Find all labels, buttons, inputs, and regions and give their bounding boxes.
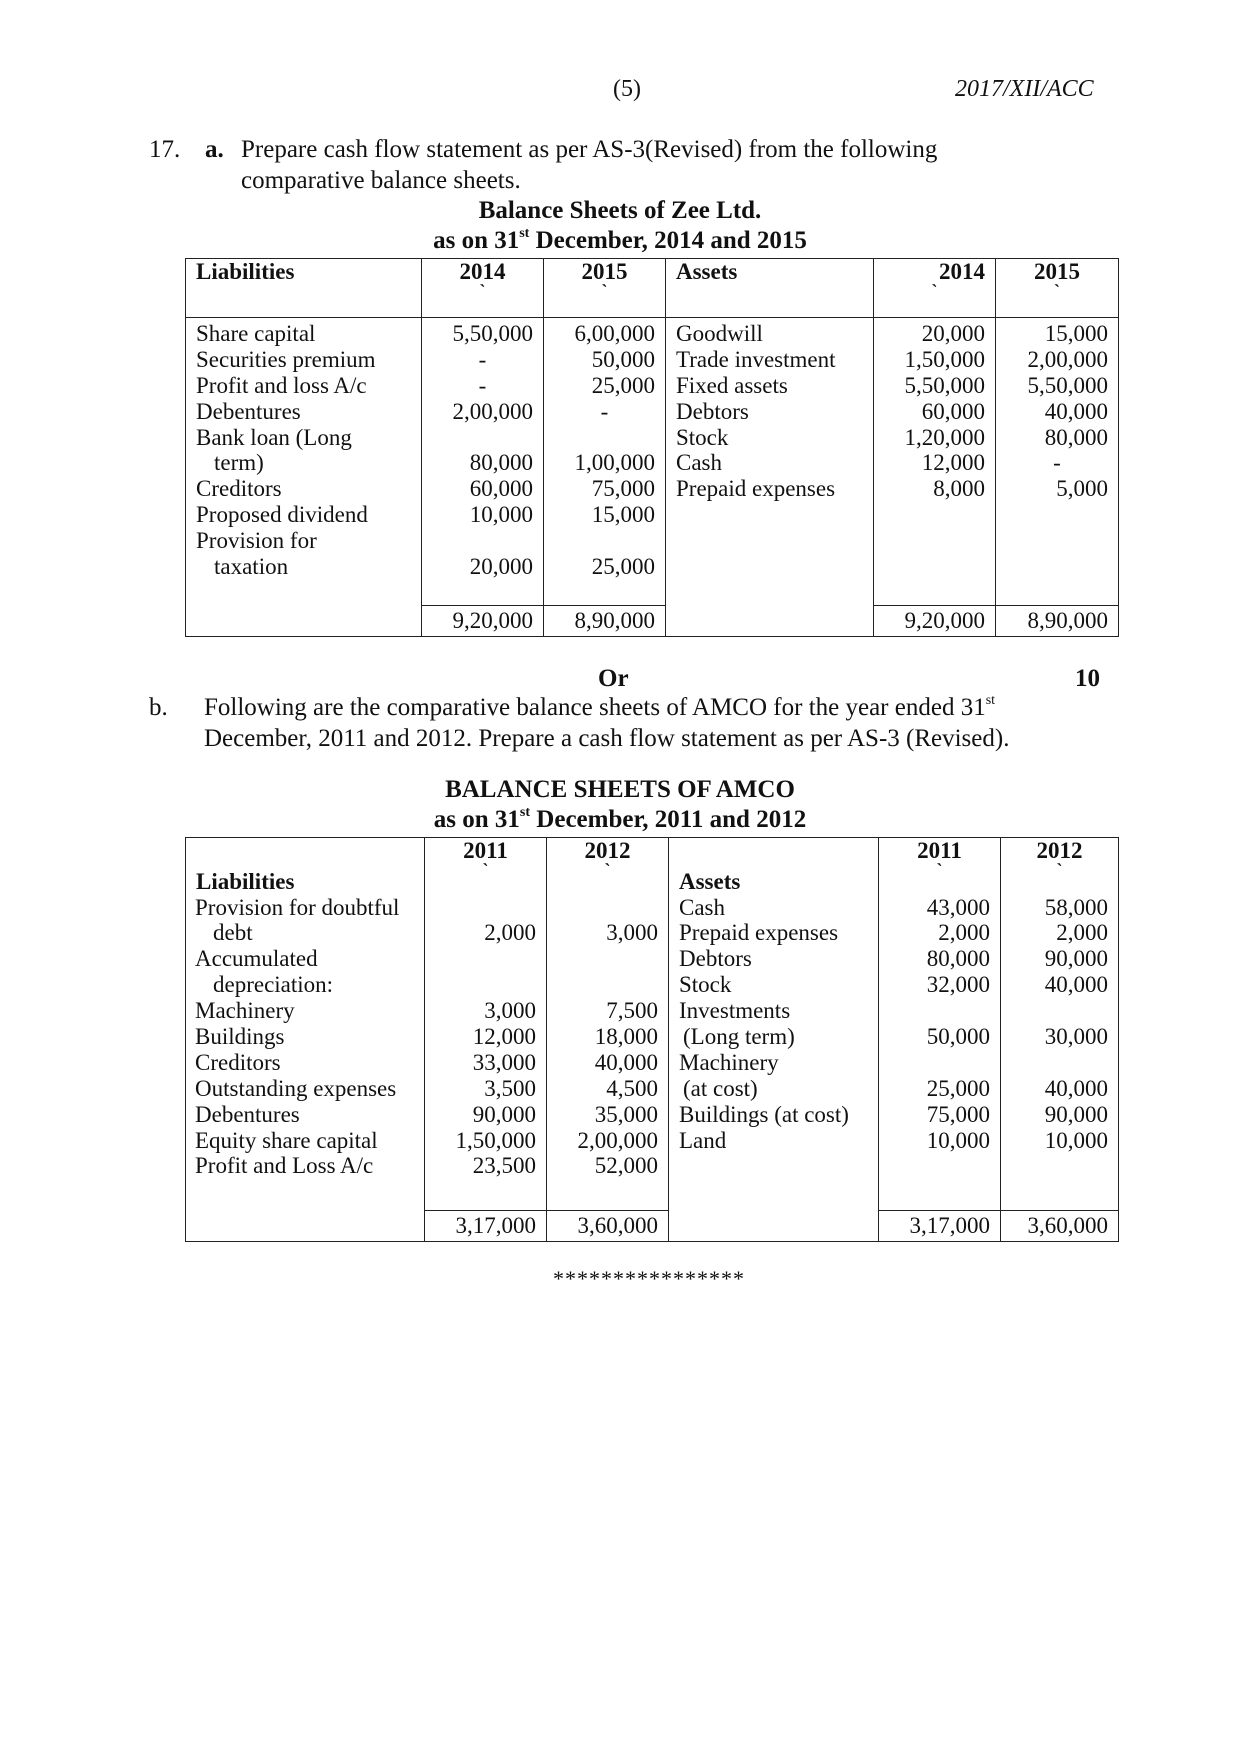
cell-line: Buildings xyxy=(195,1023,285,1049)
total-assets-2011: 3,17,000 xyxy=(879,1211,1001,1242)
cell-line xyxy=(435,972,536,998)
balance-sheet-zee xyxy=(185,258,1119,637)
cell-line: 50,000 xyxy=(591,346,655,372)
cell-line: 2,000 xyxy=(484,920,536,946)
cell-line: 25,000 xyxy=(591,372,655,398)
part-b-label: b. xyxy=(149,694,168,721)
cell-line: 43,000 xyxy=(926,894,990,920)
cell-line xyxy=(435,946,536,972)
cell-line: (Long term) xyxy=(683,1023,795,1049)
cell-line: 20,000 xyxy=(921,321,985,346)
cell-line: Prepaid expenses xyxy=(676,476,836,502)
cell-line: Machinery xyxy=(195,998,295,1024)
liabilities-2011-values xyxy=(425,895,547,1211)
cell-line: 50,000 xyxy=(926,1023,990,1049)
cell-line: debt xyxy=(213,920,253,946)
cell-line: 2,00,000 xyxy=(452,398,533,424)
cell-line: 30,000 xyxy=(1044,1023,1108,1049)
cell-line: 75,000 xyxy=(591,476,655,502)
cell-line: 40,000 xyxy=(1044,1075,1108,1101)
cell-line: 80,000 xyxy=(926,946,990,972)
cell-line: 1,20,000 xyxy=(904,424,985,450)
cell-line: 6,00,000 xyxy=(574,321,655,346)
cell-line: - xyxy=(478,346,487,372)
cell-line: 3,000 xyxy=(484,998,536,1024)
part-a-label: a. xyxy=(205,136,224,163)
cell-line: 40,000 xyxy=(594,1049,658,1075)
header-assets-2014: 2014 ` xyxy=(874,259,996,318)
assets-2012-values xyxy=(1001,895,1119,1211)
cell-line xyxy=(557,972,658,998)
page-number: (5) xyxy=(613,76,641,102)
cell-line: Investments xyxy=(679,998,791,1024)
cell-line: 2,000 xyxy=(1056,920,1108,946)
cell-line: 52,000 xyxy=(594,1153,658,1179)
part-b-text-line2: December, 2011 and 2012. Prepare a cash flow statement as per AS-3 (Revised). xyxy=(204,725,1010,752)
cell-line: 1,50,000 xyxy=(455,1127,536,1153)
liabilities-2014-values xyxy=(422,318,544,606)
total-assets-2012: 3,60,000 xyxy=(1001,1211,1119,1242)
total-liabilities-2011: 3,17,000 xyxy=(425,1211,547,1242)
cell-line: Debentures xyxy=(195,1101,300,1127)
cell-line: Land xyxy=(679,1127,727,1153)
cell-line xyxy=(1011,998,1108,1024)
cell-line: 5,000 xyxy=(1056,476,1108,502)
cell-line: Prepaid expenses xyxy=(679,920,839,946)
cell-line: Stock xyxy=(676,424,729,450)
cell-line: Debentures xyxy=(196,398,301,424)
rupee-icon: ` xyxy=(931,281,938,301)
cell-line: Provision for doubtful xyxy=(195,894,400,920)
header-liabilities: Liabilities xyxy=(186,838,425,895)
cell-line: 15,000 xyxy=(1044,321,1108,346)
cell-line: 40,000 xyxy=(1044,398,1108,424)
table-b-subtitle: as on 31st December, 2011 and 2012 xyxy=(433,805,807,833)
cell-line xyxy=(432,528,533,554)
header-assets-2012: 2012 ` xyxy=(1001,838,1119,895)
total-assets-2014: 9,20,000 xyxy=(874,606,996,637)
table-b-title: BALANCE SHEETS OF AMCO xyxy=(445,776,795,803)
cell-line: Bank loan (Long xyxy=(196,424,352,450)
header-2011: 2011 ` xyxy=(425,838,547,895)
cell-line xyxy=(557,946,658,972)
total-liabilities-2015: 8,90,000 xyxy=(544,606,666,637)
cell-line: 20,000 xyxy=(469,554,533,580)
table-a-title: Balance Sheets of Zee Ltd. xyxy=(478,197,762,224)
cell-line: Buildings (at cost) xyxy=(679,1101,849,1127)
assets-2014-values xyxy=(874,318,996,606)
question-number: 17. xyxy=(149,136,181,163)
balance-sheet-amco xyxy=(185,837,1119,1242)
cell-line: 90,000 xyxy=(1044,946,1108,972)
cell-line: Profit and Loss A/c xyxy=(195,1153,374,1179)
cell-line: 2,00,000 xyxy=(1027,346,1108,372)
rupee-icon: ` xyxy=(482,860,489,880)
cell-line: 4,500 xyxy=(606,1075,658,1101)
part-a-text-line1: Prepare cash flow statement as per AS-3(Revised) from the following xyxy=(241,136,938,163)
liabilities-2015-values xyxy=(544,318,666,606)
cell-line: 3,000 xyxy=(606,920,658,946)
cell-line: 75,000 xyxy=(926,1101,990,1127)
cell-line xyxy=(435,895,536,921)
cell-line: 33,000 xyxy=(472,1049,536,1075)
cell-line: Machinery xyxy=(679,1049,779,1075)
cell-line xyxy=(889,1050,990,1076)
assets-list xyxy=(669,895,879,1211)
cell-line: 23,500 xyxy=(472,1153,536,1179)
cell-line: Debtors xyxy=(679,946,752,972)
cell-line: Stock xyxy=(679,972,732,998)
header-2014: 2014 ` xyxy=(422,259,544,318)
header-assets: Assets xyxy=(666,259,874,318)
cell-line: Trade investment xyxy=(676,346,836,372)
cell-line: Outstanding expenses xyxy=(195,1075,397,1101)
cell-line: Creditors xyxy=(195,1049,281,1075)
cell-line: taxation xyxy=(214,554,289,580)
cell-line: - xyxy=(1053,450,1061,476)
total-liabilities-2014: 9,20,000 xyxy=(422,606,544,637)
cell-line: 2,00,000 xyxy=(577,1127,658,1153)
header-assets: Assets xyxy=(669,838,879,895)
cell-line: depreciation: xyxy=(213,972,334,998)
cell-line: (at cost) xyxy=(683,1075,758,1101)
cell-line: 25,000 xyxy=(926,1075,990,1101)
total-liabilities-2012: 3,60,000 xyxy=(547,1211,669,1242)
part-a-text-line2: comparative balance sheets. xyxy=(241,167,521,194)
cell-line: Debtors xyxy=(676,398,749,424)
assets-list xyxy=(666,318,874,606)
cell-line: 90,000 xyxy=(472,1101,536,1127)
or-separator: Or xyxy=(598,665,629,692)
cell-line: Equity share capital xyxy=(195,1127,378,1153)
cell-line: Accumulated xyxy=(195,946,318,972)
header-liabilities: Liabilities xyxy=(186,259,422,318)
cell-line: 60,000 xyxy=(469,476,533,502)
cell-line: 12,000 xyxy=(921,450,985,476)
liabilities-list xyxy=(186,895,425,1211)
liabilities-list xyxy=(186,318,422,606)
cell-line: 10,000 xyxy=(1044,1127,1108,1153)
cell-line: Share capital xyxy=(196,321,316,346)
cell-line xyxy=(554,528,655,554)
header-2015: 2015 ` xyxy=(544,259,666,318)
cell-line xyxy=(432,425,533,451)
cell-line: 1,50,000 xyxy=(904,346,985,372)
rupee-icon: ` xyxy=(601,281,608,301)
cell-line: Profit and loss A/c xyxy=(196,372,367,398)
cell-line: Provision for xyxy=(196,528,317,554)
liabilities-2012-values xyxy=(547,895,669,1211)
rupee-icon: ` xyxy=(479,281,486,301)
cell-line: 10,000 xyxy=(469,502,533,528)
cell-line: 3,500 xyxy=(484,1075,536,1101)
cell-line: 35,000 xyxy=(594,1101,658,1127)
cell-line: 58,000 xyxy=(1044,894,1108,920)
marks: 10 xyxy=(1075,665,1100,692)
cell-line: 7,500 xyxy=(606,998,658,1024)
cell-line: 18,000 xyxy=(594,1023,658,1049)
rupee-icon: ` xyxy=(936,860,943,880)
cell-line: 80,000 xyxy=(469,450,533,476)
cell-line: term) xyxy=(214,450,264,476)
cell-line: Proposed dividend xyxy=(196,502,368,528)
rupee-icon: ` xyxy=(1054,281,1060,301)
cell-line: Goodwill xyxy=(676,321,763,346)
assets-2015-values xyxy=(996,318,1119,606)
assets-2011-values xyxy=(879,895,1001,1211)
end-marker: **************** xyxy=(553,1266,745,1291)
total-assets-2015: 8,90,000 xyxy=(996,606,1119,637)
cell-line: 5,50,000 xyxy=(452,321,533,346)
cell-line xyxy=(557,895,658,921)
cell-line: Creditors xyxy=(196,476,282,502)
header-2012: 2012 ` xyxy=(547,838,669,895)
cell-line: Cash xyxy=(679,894,725,920)
rupee-icon: ` xyxy=(604,860,611,880)
cell-line: 12,000 xyxy=(472,1023,536,1049)
cell-line: 5,50,000 xyxy=(904,372,985,398)
cell-line: Cash xyxy=(676,450,722,476)
cell-line: 5,50,000 xyxy=(1027,372,1108,398)
cell-line: 90,000 xyxy=(1044,1101,1108,1127)
cell-line: 2,000 xyxy=(938,920,990,946)
header-assets-2011: 2011 ` xyxy=(879,838,1001,895)
cell-line xyxy=(889,998,990,1024)
cell-line: 1,00,000 xyxy=(574,450,655,476)
cell-line: Securities premium xyxy=(196,346,376,372)
cell-line: 8,000 xyxy=(933,476,985,502)
cell-line xyxy=(554,425,655,451)
cell-line: Fixed assets xyxy=(676,372,788,398)
rupee-icon: ` xyxy=(1056,860,1063,880)
paper-code: 2017/XII/ACC xyxy=(955,76,1094,102)
cell-line: 25,000 xyxy=(591,554,655,580)
part-b-text-line1: Following are the comparative balance sheets of AMCO for the year ended 31st xyxy=(204,693,996,721)
cell-line: 32,000 xyxy=(926,972,990,998)
cell-line: - xyxy=(600,398,609,424)
cell-line: - xyxy=(478,372,487,398)
cell-line: 60,000 xyxy=(921,398,985,424)
cell-line xyxy=(1011,1050,1108,1076)
cell-line: 80,000 xyxy=(1044,424,1108,450)
cell-line: 40,000 xyxy=(1044,972,1108,998)
header-assets-2015: 2015 ` xyxy=(996,259,1119,318)
cell-line: 10,000 xyxy=(926,1127,990,1153)
table-a-subtitle: as on 31st December, 2014 and 2015 xyxy=(433,226,807,254)
cell-line: 15,000 xyxy=(591,502,655,528)
